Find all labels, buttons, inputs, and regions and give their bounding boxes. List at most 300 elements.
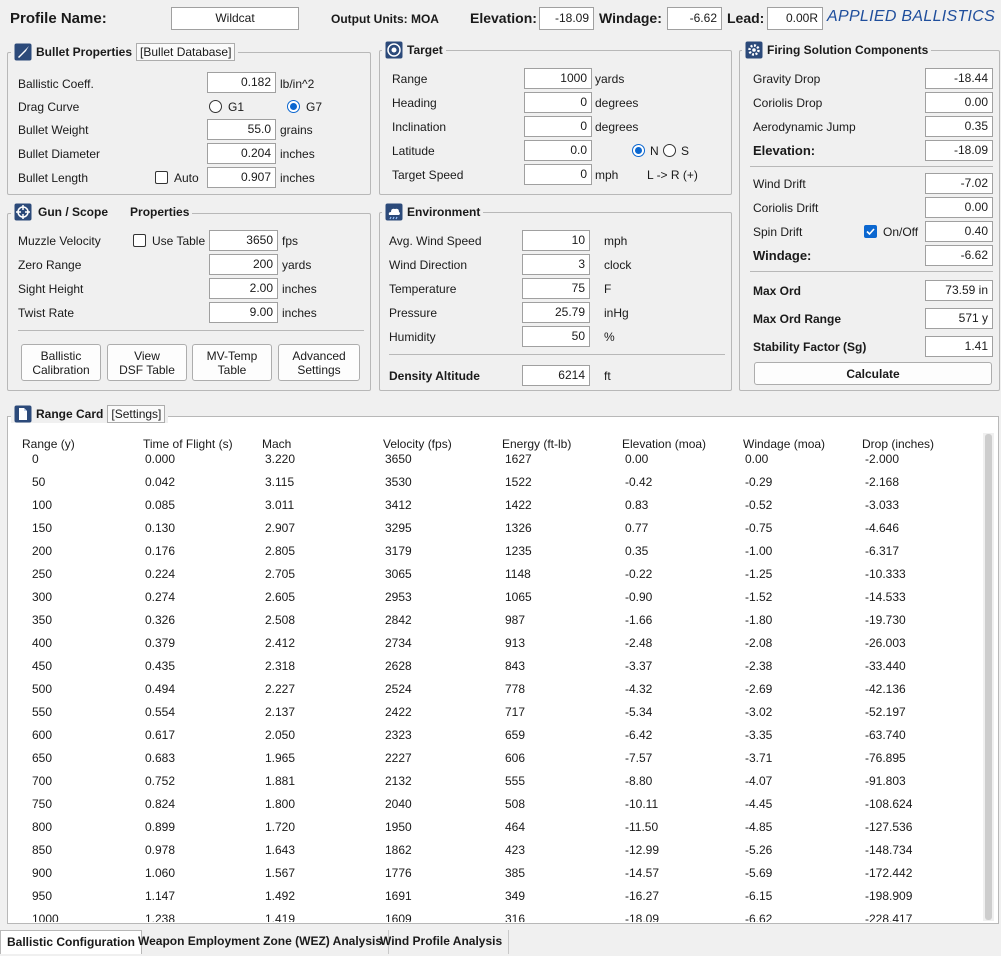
cell-mach: 2.907: [265, 521, 296, 535]
cell-mach: 1.567: [265, 866, 296, 880]
bullet-properties-title: Bullet Properties: [36, 45, 133, 59]
g7-radio[interactable]: [287, 100, 300, 113]
range-card-table: [0, 454, 975, 922]
max-ord-range-value: 571 y: [925, 308, 993, 329]
cell-velocity: 3650: [385, 454, 412, 466]
cell-range: 650: [32, 751, 53, 765]
cell-velocity: 2323: [385, 728, 412, 742]
cell-time-of-flight: 0.978: [145, 843, 176, 857]
cell-energy: 1326: [505, 521, 532, 535]
table-row[interactable]: [0, 611, 975, 634]
calculate-button[interactable]: Calculate: [754, 362, 992, 385]
cell-energy: 1235: [505, 544, 532, 558]
inclination-unit: degrees: [595, 120, 639, 134]
cell-elevation: 0.77: [625, 521, 649, 535]
cell-range: 100: [32, 498, 53, 512]
cell-velocity: 3530: [385, 475, 412, 489]
gun-divider: [18, 330, 364, 331]
inclination-label: Inclination: [392, 120, 447, 134]
cell-elevation: -11.50: [625, 820, 659, 834]
cell-windage: -1.25: [745, 567, 773, 581]
muzzle-velocity-label: Muzzle Velocity: [18, 234, 101, 248]
check-icon: [865, 226, 876, 237]
twist-rate-input[interactable]: 9.00: [209, 302, 278, 323]
cell-energy: 1148: [505, 567, 531, 581]
cell-velocity: 2734: [385, 636, 412, 650]
cell-drop: -148.734: [865, 843, 913, 857]
cell-mach: 2.705: [265, 567, 296, 581]
twist-rate-unit: inches: [282, 306, 317, 320]
cell-range: 450: [32, 659, 53, 673]
cell-elevation: -5.34: [625, 705, 653, 719]
bc-label: Ballistic Coeff.: [18, 77, 94, 91]
cell-energy: 555: [505, 774, 526, 788]
cell-range: 300: [32, 590, 53, 604]
cell-mach: 2.508: [265, 613, 296, 627]
cell-time-of-flight: 1.060: [145, 866, 176, 880]
cell-windage: -5.69: [745, 866, 773, 880]
cell-mach: 2.050: [265, 728, 296, 742]
temperature-input[interactable]: 75: [522, 278, 590, 299]
cell-range: 500: [32, 682, 53, 696]
cell-drop: -91.803: [865, 774, 906, 788]
cell-range: 1000: [32, 912, 59, 922]
gun-scope-header: [11, 203, 192, 221]
cell-velocity: 2628: [385, 659, 412, 673]
density-altitude-label: Density Altitude: [389, 369, 480, 383]
cell-drop: -6.317: [865, 544, 900, 558]
cell-elevation: -2.48: [625, 636, 653, 650]
firing-solution-title: Firing Solution Components: [767, 43, 929, 57]
gun-scope-title: Gun / Scope: [38, 205, 109, 219]
weight-unit: grains: [280, 123, 313, 137]
cell-mach: 1.720: [265, 820, 296, 834]
cell-energy: 913: [505, 636, 526, 650]
spin-drift-onoff-label: On/Off: [883, 225, 919, 239]
muzzle-velocity-input[interactable]: 3650: [209, 230, 278, 251]
twist-rate-label: Twist Rate: [18, 306, 75, 320]
bc-input[interactable]: 0.182: [207, 72, 276, 93]
inclination-input[interactable]: 0: [524, 116, 592, 137]
cell-range: 800: [32, 820, 53, 834]
output-units: Output Units: MOA: [331, 12, 439, 26]
cell-elevation: -0.42: [625, 475, 653, 489]
cell-energy: 606: [505, 751, 526, 765]
cell-mach: 2.227: [265, 682, 296, 696]
advanced-settings-line1: Advanced: [292, 348, 346, 363]
range-card-scroll-thumb[interactable]: [985, 434, 992, 920]
profile-name-input[interactable]: Wildcat: [171, 7, 299, 30]
cell-time-of-flight: 0.752: [145, 774, 176, 788]
table-row[interactable]: [0, 496, 975, 519]
cell-energy: 843: [505, 659, 526, 673]
cell-drop: -19.730: [865, 613, 906, 627]
mv-temp-table-button[interactable]: [192, 344, 272, 381]
header-lead-label: Lead:: [727, 10, 765, 26]
weight-input[interactable]: 55.0: [207, 119, 276, 140]
cell-range: 850: [32, 843, 53, 857]
north-radio[interactable]: [632, 144, 645, 157]
cell-elevation: -1.66: [625, 613, 653, 627]
target-range-input[interactable]: 1000: [524, 68, 592, 89]
firing-divider-2: [750, 271, 993, 272]
zero-range-input[interactable]: 200: [209, 254, 278, 275]
cell-range: 250: [32, 567, 53, 581]
cell-velocity: 3179: [385, 544, 412, 558]
diameter-input[interactable]: 0.204: [207, 143, 276, 164]
header-lead-value: 0.00R: [767, 7, 823, 30]
cell-velocity: 1950: [385, 820, 412, 834]
cell-windage: -1.00: [745, 544, 773, 558]
cell-drop: -14.533: [865, 590, 906, 604]
bottom-tab-bar: [0, 928, 1001, 956]
cell-drop: -33.440: [865, 659, 906, 673]
cell-energy: 717: [505, 705, 526, 719]
target-speed-unit: mph: [595, 168, 619, 182]
cell-drop: -42.136: [865, 682, 906, 696]
heading-unit: degrees: [595, 96, 639, 110]
cell-time-of-flight: 0.130: [145, 521, 176, 535]
environment-title: Environment: [407, 205, 481, 219]
table-row[interactable]: [0, 749, 975, 772]
table-row[interactable]: [0, 818, 975, 841]
cell-windage: -0.75: [745, 521, 773, 535]
cell-velocity: 2040: [385, 797, 412, 811]
spin-drift-checkbox[interactable]: [864, 225, 877, 238]
aero-jump-value: 0.35: [925, 116, 993, 137]
bullet-database-button[interactable]: [Bullet Database]: [136, 43, 235, 61]
max-ord-label: Max Ord: [753, 284, 802, 298]
cell-energy: 987: [505, 613, 526, 627]
cell-elevation: -10.11: [625, 797, 659, 811]
cell-time-of-flight: 1.238: [145, 912, 176, 922]
cell-range: 600: [32, 728, 53, 742]
target-header: [382, 41, 446, 59]
header-windage-label: Windage:: [599, 10, 662, 26]
cell-time-of-flight: 0.554: [145, 705, 176, 719]
auto-length-label: Auto: [174, 171, 199, 185]
wind-speed-input[interactable]: 10: [522, 230, 590, 251]
temperature-label: Temperature: [389, 282, 457, 296]
cell-mach: 2.137: [265, 705, 296, 719]
use-table-label: Use Table: [152, 234, 206, 248]
environment-header: [382, 203, 483, 221]
temperature-unit: F: [604, 282, 612, 296]
stability-factor-value: 1.41: [925, 336, 993, 357]
header-elevation-value: -18.09: [539, 7, 594, 30]
pressure-input[interactable]: 25.79: [522, 302, 590, 323]
advanced-settings-button[interactable]: [278, 344, 360, 381]
table-row[interactable]: [0, 454, 975, 473]
wind-speed-unit: mph: [604, 234, 628, 248]
cell-time-of-flight: 0.379: [145, 636, 176, 650]
length-unit: inches: [280, 171, 315, 185]
cell-velocity: 2524: [385, 682, 412, 696]
table-row[interactable]: [0, 473, 975, 496]
ballistic-calibration-button[interactable]: [21, 344, 101, 381]
cell-elevation: -7.57: [625, 751, 653, 765]
gun-properties-title: Properties: [130, 205, 190, 219]
cell-energy: 659: [505, 728, 526, 742]
range-card-title: Range Card: [36, 407, 104, 421]
cell-drop: -52.197: [865, 705, 906, 719]
cloud-icon: [385, 203, 403, 221]
cell-drop: -2.168: [865, 475, 900, 489]
wind-direction-input[interactable]: 3: [522, 254, 590, 275]
cell-range: 400: [32, 636, 53, 650]
humidity-input[interactable]: 50: [522, 326, 590, 347]
tab-wez-analysis[interactable]: Weapon Employment Zone (WEZ) Analysis: [132, 930, 389, 954]
cell-mach: 3.011: [265, 498, 295, 512]
range-card-header: [11, 405, 168, 423]
tab-wind-profile-analysis[interactable]: Wind Profile Analysis: [374, 930, 509, 954]
wind-speed-label: Avg. Wind Speed: [389, 234, 482, 248]
cell-mach: 1.419: [265, 912, 296, 922]
length-input[interactable]: 0.907: [207, 167, 276, 188]
auto-length-checkbox[interactable]: [155, 171, 168, 184]
coriolis-drop-label: Coriolis Drop: [753, 96, 823, 110]
table-row[interactable]: [0, 703, 975, 726]
cell-windage: -4.85: [745, 820, 773, 834]
g1-radio[interactable]: [209, 100, 222, 113]
cell-range: 900: [32, 866, 53, 880]
cell-mach: 3.220: [265, 454, 296, 466]
cell-drop: -4.646: [865, 521, 900, 535]
drag-curve-label: Drag Curve: [18, 100, 80, 114]
cell-drop: -10.333: [865, 567, 906, 581]
cell-drop: -172.442: [865, 866, 913, 880]
cell-time-of-flight: 0.042: [145, 475, 176, 489]
environment-divider: [389, 354, 725, 355]
column-header-windage[interactable]: Windage (moa): [743, 437, 826, 451]
cell-elevation: 0.35: [625, 544, 649, 558]
cell-velocity: 2842: [385, 613, 412, 627]
coriolis-drift-value: 0.00: [925, 197, 993, 218]
target-icon: [385, 41, 403, 59]
cell-drop: -3.033: [865, 498, 900, 512]
cell-velocity: 3295: [385, 521, 412, 535]
heading-input[interactable]: 0: [524, 92, 592, 113]
column-header-time-of-flight[interactable]: Time of Flight (s): [143, 437, 233, 451]
cell-drop: -198.909: [865, 889, 913, 903]
cell-mach: 1.881: [265, 774, 296, 788]
table-row[interactable]: [0, 657, 975, 680]
wind-drift-value: -7.02: [925, 173, 993, 194]
brand-logo: APPLIED BALLISTICS: [827, 8, 996, 25]
cell-elevation: -3.37: [625, 659, 653, 673]
table-row[interactable]: [0, 841, 975, 864]
cell-velocity: 1691: [385, 889, 412, 903]
table-row[interactable]: [0, 680, 975, 703]
table-row[interactable]: [0, 726, 975, 749]
cell-energy: 508: [505, 797, 526, 811]
view-dsf-line2: DSF Table: [119, 362, 175, 377]
cell-energy: 316: [505, 912, 526, 922]
aero-jump-label: Aerodynamic Jump: [753, 120, 856, 134]
wind-direction-unit: clock: [604, 258, 632, 272]
view-dsf-line1: View: [134, 348, 160, 363]
firing-divider-1: [750, 166, 993, 167]
cell-elevation: -6.42: [625, 728, 653, 742]
column-header-drop[interactable]: Drop (inches): [862, 437, 935, 451]
cell-range: 950: [32, 889, 53, 903]
length-label: Bullet Length: [18, 171, 89, 185]
south-radio[interactable]: [663, 144, 676, 157]
zero-range-label: Zero Range: [18, 258, 82, 272]
cell-time-of-flight: 0.224: [145, 567, 176, 581]
cell-elevation: -0.90: [625, 590, 653, 604]
fs-elevation-label: Elevation:: [753, 143, 816, 158]
max-ord-range-label: Max Ord Range: [753, 312, 842, 326]
coriolis-drop-value: 0.00: [925, 92, 993, 113]
cell-range: 350: [32, 613, 53, 627]
table-row[interactable]: [0, 542, 975, 565]
cell-windage: -3.35: [745, 728, 773, 742]
max-ord-value: 73.59 in: [925, 280, 993, 301]
cell-windage: -6.62: [745, 912, 773, 922]
cell-velocity: 3412: [385, 498, 412, 512]
cell-velocity: 2227: [385, 751, 412, 765]
sight-height-unit: inches: [282, 282, 317, 296]
ballistic-calibration-line2: Calibration: [32, 362, 90, 377]
cell-windage: -2.69: [745, 682, 773, 696]
diameter-unit: inches: [280, 147, 315, 161]
advanced-settings-line2: Settings: [297, 362, 341, 377]
table-row[interactable]: [0, 634, 975, 657]
table-row[interactable]: [0, 772, 975, 795]
cell-windage: -4.07: [745, 774, 773, 788]
target-title: Target: [407, 43, 443, 57]
cell-velocity: 2132: [385, 774, 412, 788]
cell-energy: 778: [505, 682, 526, 696]
cell-energy: 423: [505, 843, 526, 857]
latitude-label: Latitude: [392, 144, 435, 158]
sight-height-label: Sight Height: [18, 282, 84, 296]
humidity-label: Humidity: [389, 330, 436, 344]
cell-range: 550: [32, 705, 53, 719]
table-row[interactable]: [0, 910, 975, 922]
cell-mach: 1.965: [265, 751, 296, 765]
cell-range: 700: [32, 774, 53, 788]
cell-energy: 1522: [505, 475, 532, 489]
table-row[interactable]: [0, 588, 975, 611]
table-row[interactable]: [0, 864, 975, 887]
diameter-label: Bullet Diameter: [18, 147, 101, 161]
cell-velocity: 3065: [385, 567, 412, 581]
cell-drop: -228.417: [865, 912, 913, 922]
table-row[interactable]: [0, 519, 975, 542]
cell-range: 0: [32, 454, 39, 466]
density-altitude-value: 6214: [522, 365, 590, 386]
column-header-mach[interactable]: Mach: [262, 437, 292, 451]
cell-elevation: -0.22: [625, 567, 653, 581]
pressure-label: Pressure: [389, 306, 438, 320]
document-icon: [14, 405, 32, 423]
cell-range: 750: [32, 797, 53, 811]
cell-elevation: -8.80: [625, 774, 653, 788]
cell-range: 150: [32, 521, 53, 535]
cell-mach: 2.412: [265, 636, 296, 650]
use-table-checkbox[interactable]: [133, 234, 146, 247]
cell-drop: -63.740: [865, 728, 906, 742]
header-elevation-label: Elevation:: [470, 10, 537, 26]
cell-time-of-flight: 0.617: [145, 728, 176, 742]
column-header-elevation[interactable]: Elevation (moa): [622, 437, 707, 451]
muzzle-velocity-unit: fps: [282, 234, 299, 248]
range-card-column-headers: [0, 437, 990, 451]
zero-range-unit: yards: [282, 258, 312, 272]
cell-windage: 0.00: [745, 454, 769, 466]
target-range-unit: yards: [595, 72, 625, 86]
cell-time-of-flight: 1.147: [145, 889, 176, 903]
south-label: S: [681, 144, 690, 158]
cell-mach: 2.318: [265, 659, 296, 673]
stability-factor-label: Stability Factor (Sg): [753, 340, 867, 354]
column-header-range[interactable]: Range (y): [22, 437, 75, 451]
cell-velocity: 2422: [385, 705, 412, 719]
target-speed-input[interactable]: 0: [524, 164, 592, 185]
cell-velocity: 1609: [385, 912, 412, 922]
spin-drift-label: Spin Drift: [753, 225, 803, 239]
view-dsf-table-button[interactable]: [107, 344, 187, 381]
cell-time-of-flight: 0.000: [145, 454, 176, 466]
cell-range: 200: [32, 544, 53, 558]
mv-temp-line2: Table: [217, 362, 247, 377]
cell-energy: 1627: [505, 454, 532, 466]
table-row[interactable]: [0, 887, 975, 910]
cell-windage: -0.52: [745, 498, 773, 512]
bullet-icon: [14, 43, 32, 61]
cell-mach: 1.492: [265, 889, 296, 903]
tab-ballistic-configuration[interactable]: Ballistic Configuration: [0, 930, 142, 954]
density-altitude-unit: ft: [604, 369, 611, 383]
cell-drop: -76.895: [865, 751, 906, 765]
cell-velocity: 1776: [385, 866, 412, 880]
cell-windage: -4.45: [745, 797, 773, 811]
table-row[interactable]: [0, 795, 975, 818]
target-direction: L -> R (+): [647, 168, 698, 182]
cell-elevation: -16.27: [625, 889, 660, 903]
cell-time-of-flight: 0.494: [145, 682, 176, 696]
cell-mach: 3.115: [265, 475, 295, 489]
cell-drop: -2.000: [865, 454, 900, 466]
cell-windage: -6.15: [745, 889, 773, 903]
cell-windage: -0.29: [745, 475, 773, 489]
column-header-velocity[interactable]: Velocity (fps): [383, 437, 452, 451]
cell-energy: 385: [505, 866, 526, 880]
cell-drop: -26.003: [865, 636, 906, 650]
cell-energy: 464: [505, 820, 526, 834]
column-header-energy[interactable]: Energy (ft-lb): [502, 437, 572, 451]
range-card-settings-button[interactable]: [Settings]: [107, 405, 165, 423]
cell-velocity: 2953: [385, 590, 412, 604]
g1-label: G1: [228, 100, 245, 114]
latitude-input[interactable]: 0.0: [524, 140, 592, 161]
cell-mach: 2.805: [265, 544, 296, 558]
sight-height-input[interactable]: 2.00: [209, 278, 278, 299]
cell-velocity: 1862: [385, 843, 412, 857]
target-range-label: Range: [392, 72, 428, 86]
cell-elevation: -12.99: [625, 843, 660, 857]
cell-windage: -2.38: [745, 659, 773, 673]
fs-elevation-value: -18.09: [925, 140, 993, 161]
cell-mach: 2.605: [265, 590, 296, 604]
gear-icon: [745, 41, 763, 59]
cell-time-of-flight: 0.435: [145, 659, 176, 673]
ballistic-calibration-line1: Ballistic: [40, 348, 82, 363]
mv-temp-line1: MV-Temp: [206, 348, 258, 363]
table-row[interactable]: [0, 565, 975, 588]
